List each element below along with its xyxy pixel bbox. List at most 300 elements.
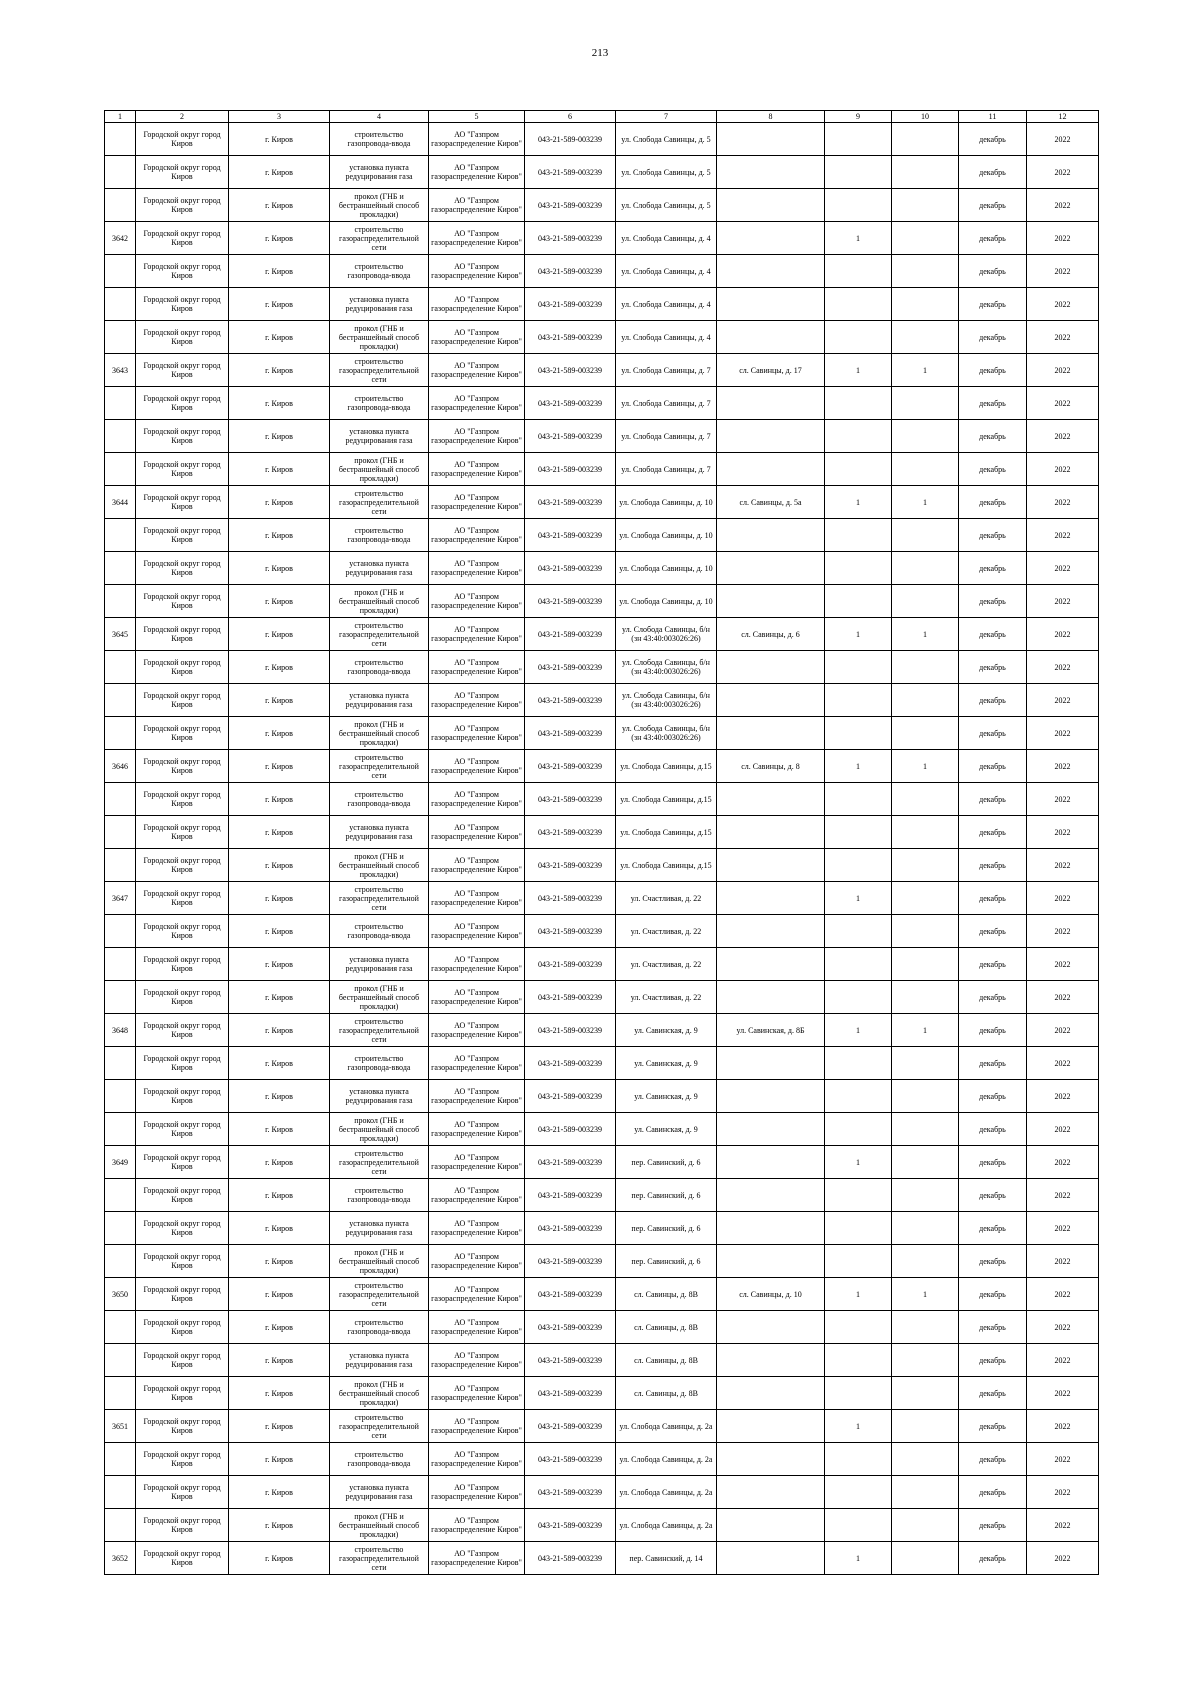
cell-work-type: прокол (ГНБ и бестраншейный способ прокладки) xyxy=(330,585,429,618)
cell-work-type: строительство газораспределительной сети xyxy=(330,1542,429,1575)
cell-count-a: 1 xyxy=(825,354,892,387)
cell-organization: АО "Газпром газораспределение Киров" xyxy=(429,519,525,552)
table-row xyxy=(105,1080,1099,1113)
cell-number: 3646 xyxy=(105,750,136,783)
cell-address: ул. Счастливая, д. 22 xyxy=(616,882,717,915)
cell-year: 2022 xyxy=(1027,1245,1099,1278)
cell-settlement: г. Киров xyxy=(229,1278,330,1311)
cell-address: ул. Слобода Савинцы, д. 4 xyxy=(616,222,717,255)
cell-settlement: г. Киров xyxy=(229,420,330,453)
cell-number: 3649 xyxy=(105,1146,136,1179)
cell-count-a xyxy=(825,651,892,684)
cell-municipality: Городской округ город Киров xyxy=(136,750,229,783)
cell-month: декабрь xyxy=(959,420,1027,453)
cell-address-alt xyxy=(717,1212,825,1245)
table-row xyxy=(105,189,1099,222)
cell-month: декабрь xyxy=(959,1344,1027,1377)
cell-count-b xyxy=(892,948,959,981)
cell-address-alt xyxy=(717,915,825,948)
cell-organization: АО "Газпром газораспределение Киров" xyxy=(429,1344,525,1377)
cell-number xyxy=(105,1080,136,1113)
cell-count-b xyxy=(892,915,959,948)
table-row xyxy=(105,1146,1099,1179)
cell-address: ул. Слобода Савинцы, д. 5 xyxy=(616,156,717,189)
cell-code: 043-21-589-003239 xyxy=(525,1047,616,1080)
cell-address: ул. Слобода Савинцы, д. 5 xyxy=(616,189,717,222)
cell-address: ул. Слобода Савинцы, д.15 xyxy=(616,816,717,849)
cell-month: декабрь xyxy=(959,783,1027,816)
cell-address: ул. Слобода Савинцы, д. 2а xyxy=(616,1476,717,1509)
cell-address: сл. Савинцы, д. 8В xyxy=(616,1311,717,1344)
cell-address-alt xyxy=(717,1080,825,1113)
table-row xyxy=(105,552,1099,585)
cell-organization: АО "Газпром газораспределение Киров" xyxy=(429,1509,525,1542)
cell-municipality: Городской округ город Киров xyxy=(136,1278,229,1311)
cell-organization: АО "Газпром газораспределение Киров" xyxy=(429,1245,525,1278)
cell-address-alt: сл. Савинцы, д. 6 xyxy=(717,618,825,651)
cell-organization: АО "Газпром газораспределение Киров" xyxy=(429,1047,525,1080)
cell-count-a xyxy=(825,1047,892,1080)
cell-year: 2022 xyxy=(1027,1311,1099,1344)
cell-address: ул. Счастливая, д. 22 xyxy=(616,981,717,1014)
cell-organization: АО "Газпром газораспределение Киров" xyxy=(429,1311,525,1344)
cell-count-b xyxy=(892,123,959,156)
cell-work-type: прокол (ГНБ и бестраншейный способ прокладки) xyxy=(330,1245,429,1278)
cell-year: 2022 xyxy=(1027,882,1099,915)
cell-number xyxy=(105,1179,136,1212)
cell-month: декабрь xyxy=(959,816,1027,849)
cell-month: декабрь xyxy=(959,156,1027,189)
cell-settlement: г. Киров xyxy=(229,288,330,321)
cell-number xyxy=(105,1443,136,1476)
cell-count-a xyxy=(825,189,892,222)
cell-count-a xyxy=(825,1344,892,1377)
table-row xyxy=(105,1410,1099,1443)
cell-count-a: 1 xyxy=(825,1278,892,1311)
cell-work-type: строительство газопровода-ввода xyxy=(330,123,429,156)
cell-municipality: Городской округ город Киров xyxy=(136,1443,229,1476)
cell-month: декабрь xyxy=(959,1080,1027,1113)
table-row xyxy=(105,1047,1099,1080)
cell-month: декабрь xyxy=(959,915,1027,948)
cell-organization: АО "Газпром газораспределение Киров" xyxy=(429,948,525,981)
cell-count-a: 1 xyxy=(825,1410,892,1443)
cell-municipality: Городской округ город Киров xyxy=(136,618,229,651)
cell-address: ул. Слобода Савинцы, б/н (зн 43:40:003026:26) xyxy=(616,684,717,717)
cell-count-b: 1 xyxy=(892,618,959,651)
column-header: 8 xyxy=(717,111,825,123)
cell-municipality: Городской округ город Киров xyxy=(136,453,229,486)
cell-municipality: Городской округ город Киров xyxy=(136,783,229,816)
cell-number xyxy=(105,321,136,354)
cell-settlement: г. Киров xyxy=(229,849,330,882)
cell-count-b xyxy=(892,981,959,1014)
cell-settlement: г. Киров xyxy=(229,519,330,552)
cell-year: 2022 xyxy=(1027,453,1099,486)
cell-address: пер. Савинский, д. 6 xyxy=(616,1212,717,1245)
cell-municipality: Городской округ город Киров xyxy=(136,981,229,1014)
cell-code: 043-21-589-003239 xyxy=(525,552,616,585)
cell-number xyxy=(105,1245,136,1278)
cell-municipality: Городской округ город Киров xyxy=(136,255,229,288)
cell-municipality: Городской округ город Киров xyxy=(136,882,229,915)
cell-address-alt xyxy=(717,288,825,321)
cell-year: 2022 xyxy=(1027,1377,1099,1410)
cell-work-type: прокол (ГНБ и бестраншейный способ прокладки) xyxy=(330,981,429,1014)
cell-number xyxy=(105,981,136,1014)
cell-address: ул. Слобода Савинцы, б/н (зн 43:40:003026:26) xyxy=(616,651,717,684)
cell-code: 043-21-589-003239 xyxy=(525,1179,616,1212)
table-row xyxy=(105,1377,1099,1410)
cell-organization: АО "Газпром газораспределение Киров" xyxy=(429,1542,525,1575)
cell-address-alt xyxy=(717,816,825,849)
cell-work-type: строительство газопровода-ввода xyxy=(330,255,429,288)
cell-settlement: г. Киров xyxy=(229,1410,330,1443)
cell-number xyxy=(105,783,136,816)
cell-year: 2022 xyxy=(1027,684,1099,717)
cell-count-a xyxy=(825,1212,892,1245)
cell-count-b xyxy=(892,519,959,552)
cell-municipality: Городской округ город Киров xyxy=(136,651,229,684)
cell-month: декабрь xyxy=(959,486,1027,519)
cell-code: 043-21-589-003239 xyxy=(525,1278,616,1311)
cell-settlement: г. Киров xyxy=(229,321,330,354)
cell-year: 2022 xyxy=(1027,222,1099,255)
cell-number: 3650 xyxy=(105,1278,136,1311)
cell-number xyxy=(105,552,136,585)
cell-municipality: Городской округ город Киров xyxy=(136,222,229,255)
cell-organization: АО "Газпром газораспределение Киров" xyxy=(429,486,525,519)
cell-code: 043-21-589-003239 xyxy=(525,816,616,849)
cell-work-type: строительство газораспределительной сети xyxy=(330,882,429,915)
cell-organization: АО "Газпром газораспределение Киров" xyxy=(429,1212,525,1245)
cell-number xyxy=(105,684,136,717)
cell-code: 043-21-589-003239 xyxy=(525,519,616,552)
cell-code: 043-21-589-003239 xyxy=(525,288,616,321)
cell-municipality: Городской округ город Киров xyxy=(136,915,229,948)
cell-settlement: г. Киров xyxy=(229,783,330,816)
table-row xyxy=(105,882,1099,915)
cell-organization: АО "Газпром газораспределение Киров" xyxy=(429,123,525,156)
cell-count-b xyxy=(892,717,959,750)
cell-organization: АО "Газпром газораспределение Киров" xyxy=(429,354,525,387)
cell-count-b xyxy=(892,222,959,255)
cell-organization: АО "Газпром газораспределение Киров" xyxy=(429,1113,525,1146)
cell-year: 2022 xyxy=(1027,387,1099,420)
cell-number xyxy=(105,1377,136,1410)
cell-number xyxy=(105,156,136,189)
cell-count-a: 1 xyxy=(825,882,892,915)
cell-organization: АО "Газпром газораспределение Киров" xyxy=(429,1014,525,1047)
cell-year: 2022 xyxy=(1027,189,1099,222)
cell-address-alt xyxy=(717,1410,825,1443)
cell-number xyxy=(105,420,136,453)
cell-code: 043-21-589-003239 xyxy=(525,1014,616,1047)
cell-code: 043-21-589-003239 xyxy=(525,783,616,816)
cell-number: 3648 xyxy=(105,1014,136,1047)
cell-code: 043-21-589-003239 xyxy=(525,981,616,1014)
cell-address-alt xyxy=(717,981,825,1014)
cell-count-b xyxy=(892,651,959,684)
cell-organization: АО "Газпром газораспределение Киров" xyxy=(429,618,525,651)
cell-organization: АО "Газпром газораспределение Киров" xyxy=(429,1443,525,1476)
cell-code: 043-21-589-003239 xyxy=(525,1212,616,1245)
cell-count-a xyxy=(825,255,892,288)
cell-address: ул. Слобода Савинцы, д. 7 xyxy=(616,420,717,453)
cell-count-b xyxy=(892,1344,959,1377)
column-header: 3 xyxy=(229,111,330,123)
cell-month: декабрь xyxy=(959,1311,1027,1344)
cell-work-type: строительство газораспределительной сети xyxy=(330,222,429,255)
cell-work-type: установка пункта редуцирования газа xyxy=(330,948,429,981)
cell-organization: АО "Газпром газораспределение Киров" xyxy=(429,981,525,1014)
cell-number: 3647 xyxy=(105,882,136,915)
cell-organization: АО "Газпром газораспределение Киров" xyxy=(429,255,525,288)
table-row xyxy=(105,585,1099,618)
cell-code: 043-21-589-003239 xyxy=(525,1311,616,1344)
cell-number xyxy=(105,585,136,618)
cell-municipality: Городской округ город Киров xyxy=(136,519,229,552)
cell-address-alt xyxy=(717,189,825,222)
cell-address-alt xyxy=(717,1476,825,1509)
cell-settlement: г. Киров xyxy=(229,255,330,288)
cell-year: 2022 xyxy=(1027,354,1099,387)
cell-number xyxy=(105,519,136,552)
cell-month: декабрь xyxy=(959,1377,1027,1410)
cell-address: ул. Счастливая, д. 22 xyxy=(616,948,717,981)
cell-address: пер. Савинский, д. 6 xyxy=(616,1146,717,1179)
cell-number xyxy=(105,255,136,288)
cell-count-b xyxy=(892,882,959,915)
cell-address: ул. Слобода Савинцы, д. 4 xyxy=(616,255,717,288)
cell-address-alt xyxy=(717,1509,825,1542)
cell-address: ул. Слобода Савинцы, д. 10 xyxy=(616,552,717,585)
cell-count-b xyxy=(892,849,959,882)
cell-count-b xyxy=(892,387,959,420)
cell-settlement: г. Киров xyxy=(229,750,330,783)
cell-settlement: г. Киров xyxy=(229,1344,330,1377)
cell-settlement: г. Киров xyxy=(229,585,330,618)
cell-address-alt xyxy=(717,1443,825,1476)
cell-address-alt xyxy=(717,387,825,420)
cell-code: 043-21-589-003239 xyxy=(525,651,616,684)
cell-year: 2022 xyxy=(1027,321,1099,354)
cell-address-alt xyxy=(717,1377,825,1410)
column-header: 4 xyxy=(330,111,429,123)
cell-address-alt xyxy=(717,1047,825,1080)
cell-work-type: установка пункта редуцирования газа xyxy=(330,1476,429,1509)
cell-address-alt xyxy=(717,651,825,684)
cell-municipality: Городской округ город Киров xyxy=(136,1047,229,1080)
cell-number xyxy=(105,1113,136,1146)
cell-address: ул. Слобода Савинцы, б/н (зн 43:40:003026:26) xyxy=(616,717,717,750)
cell-month: декабрь xyxy=(959,849,1027,882)
cell-month: декабрь xyxy=(959,552,1027,585)
cell-address: ул. Савинская, д. 9 xyxy=(616,1047,717,1080)
cell-year: 2022 xyxy=(1027,519,1099,552)
cell-address-alt xyxy=(717,882,825,915)
cell-count-b xyxy=(892,1212,959,1245)
cell-year: 2022 xyxy=(1027,123,1099,156)
cell-address-alt xyxy=(717,1146,825,1179)
cell-month: декабрь xyxy=(959,354,1027,387)
cell-work-type: прокол (ГНБ и бестраншейный способ прокладки) xyxy=(330,1113,429,1146)
table-row xyxy=(105,1212,1099,1245)
cell-settlement: г. Киров xyxy=(229,981,330,1014)
cell-number xyxy=(105,1212,136,1245)
cell-number xyxy=(105,453,136,486)
cell-address-alt xyxy=(717,1542,825,1575)
cell-settlement: г. Киров xyxy=(229,1146,330,1179)
cell-address: ул. Счастливая, д. 22 xyxy=(616,915,717,948)
cell-address-alt: сл. Савинцы, д. 5а xyxy=(717,486,825,519)
cell-code: 043-21-589-003239 xyxy=(525,1410,616,1443)
cell-address-alt xyxy=(717,156,825,189)
table-row xyxy=(105,915,1099,948)
cell-settlement: г. Киров xyxy=(229,882,330,915)
cell-month: декабрь xyxy=(959,1146,1027,1179)
cell-number xyxy=(105,288,136,321)
cell-organization: АО "Газпром газораспределение Киров" xyxy=(429,552,525,585)
cell-organization: АО "Газпром газораспределение Киров" xyxy=(429,387,525,420)
cell-year: 2022 xyxy=(1027,1443,1099,1476)
register-table xyxy=(104,110,1099,1575)
cell-count-a: 1 xyxy=(825,222,892,255)
cell-count-b: 1 xyxy=(892,1278,959,1311)
cell-number: 3651 xyxy=(105,1410,136,1443)
cell-code: 043-21-589-003239 xyxy=(525,882,616,915)
cell-year: 2022 xyxy=(1027,618,1099,651)
cell-settlement: г. Киров xyxy=(229,1113,330,1146)
cell-organization: АО "Газпром газораспределение Киров" xyxy=(429,882,525,915)
cell-organization: АО "Газпром газораспределение Киров" xyxy=(429,453,525,486)
cell-work-type: строительство газораспределительной сети xyxy=(330,1014,429,1047)
cell-count-b xyxy=(892,189,959,222)
cell-municipality: Городской округ город Киров xyxy=(136,1410,229,1443)
cell-work-type: строительство газопровода-ввода xyxy=(330,1443,429,1476)
cell-count-a xyxy=(825,123,892,156)
cell-month: декабрь xyxy=(959,255,1027,288)
cell-count-b xyxy=(892,1476,959,1509)
cell-count-b xyxy=(892,1179,959,1212)
cell-count-b: 1 xyxy=(892,354,959,387)
cell-month: декабрь xyxy=(959,321,1027,354)
cell-count-a xyxy=(825,1179,892,1212)
cell-count-b xyxy=(892,288,959,321)
cell-count-a xyxy=(825,717,892,750)
cell-count-b xyxy=(892,1245,959,1278)
cell-settlement: г. Киров xyxy=(229,189,330,222)
cell-settlement: г. Киров xyxy=(229,717,330,750)
cell-year: 2022 xyxy=(1027,585,1099,618)
cell-year: 2022 xyxy=(1027,1080,1099,1113)
cell-number xyxy=(105,915,136,948)
table-row xyxy=(105,321,1099,354)
cell-municipality: Городской округ город Киров xyxy=(136,717,229,750)
column-header: 7 xyxy=(616,111,717,123)
cell-code: 043-21-589-003239 xyxy=(525,618,616,651)
cell-settlement: г. Киров xyxy=(229,222,330,255)
column-header: 6 xyxy=(525,111,616,123)
cell-work-type: установка пункта редуцирования газа xyxy=(330,288,429,321)
cell-work-type: установка пункта редуцирования газа xyxy=(330,816,429,849)
column-header: 2 xyxy=(136,111,229,123)
cell-organization: АО "Газпром газораспределение Киров" xyxy=(429,717,525,750)
cell-code: 043-21-589-003239 xyxy=(525,189,616,222)
cell-organization: АО "Газпром газораспределение Киров" xyxy=(429,684,525,717)
cell-number xyxy=(105,387,136,420)
cell-address-alt: сл. Савинцы, д. 8 xyxy=(717,750,825,783)
cell-number xyxy=(105,1047,136,1080)
column-header: 1 xyxy=(105,111,136,123)
cell-municipality: Городской округ город Киров xyxy=(136,321,229,354)
table-row xyxy=(105,783,1099,816)
cell-year: 2022 xyxy=(1027,816,1099,849)
cell-number xyxy=(105,717,136,750)
cell-address-alt: ул. Савинская, д. 8Б xyxy=(717,1014,825,1047)
cell-count-a xyxy=(825,156,892,189)
cell-count-a xyxy=(825,1080,892,1113)
cell-code: 043-21-589-003239 xyxy=(525,420,616,453)
cell-month: декабрь xyxy=(959,288,1027,321)
cell-code: 043-21-589-003239 xyxy=(525,1443,616,1476)
cell-count-b xyxy=(892,1047,959,1080)
cell-count-b xyxy=(892,1443,959,1476)
cell-count-b xyxy=(892,1377,959,1410)
cell-count-a xyxy=(825,948,892,981)
table-row xyxy=(105,1278,1099,1311)
cell-year: 2022 xyxy=(1027,156,1099,189)
cell-settlement: г. Киров xyxy=(229,948,330,981)
cell-code: 043-21-589-003239 xyxy=(525,915,616,948)
cell-count-b xyxy=(892,552,959,585)
cell-settlement: г. Киров xyxy=(229,651,330,684)
cell-municipality: Городской округ город Киров xyxy=(136,1146,229,1179)
cell-municipality: Городской округ город Киров xyxy=(136,123,229,156)
cell-settlement: г. Киров xyxy=(229,156,330,189)
column-header: 5 xyxy=(429,111,525,123)
table-row xyxy=(105,288,1099,321)
table-row xyxy=(105,156,1099,189)
cell-address: сл. Савинцы, д. 8В xyxy=(616,1278,717,1311)
cell-settlement: г. Киров xyxy=(229,1014,330,1047)
cell-address-alt xyxy=(717,684,825,717)
cell-month: декабрь xyxy=(959,717,1027,750)
cell-count-a xyxy=(825,1245,892,1278)
cell-month: декабрь xyxy=(959,1476,1027,1509)
cell-settlement: г. Киров xyxy=(229,1542,330,1575)
cell-address-alt xyxy=(717,849,825,882)
cell-settlement: г. Киров xyxy=(229,1311,330,1344)
cell-organization: АО "Газпром газораспределение Киров" xyxy=(429,1146,525,1179)
cell-number xyxy=(105,189,136,222)
cell-code: 043-21-589-003239 xyxy=(525,453,616,486)
cell-municipality: Городской округ город Киров xyxy=(136,288,229,321)
cell-month: декабрь xyxy=(959,453,1027,486)
cell-organization: АО "Газпром газораспределение Киров" xyxy=(429,1179,525,1212)
cell-address: ул. Слобода Савинцы, д.15 xyxy=(616,750,717,783)
cell-count-a xyxy=(825,915,892,948)
cell-address-alt xyxy=(717,948,825,981)
cell-year: 2022 xyxy=(1027,1509,1099,1542)
cell-count-a xyxy=(825,849,892,882)
cell-address: ул. Слобода Савинцы, д. 4 xyxy=(616,288,717,321)
cell-count-a xyxy=(825,387,892,420)
cell-count-a: 1 xyxy=(825,750,892,783)
cell-work-type: установка пункта редуцирования газа xyxy=(330,156,429,189)
cell-number xyxy=(105,948,136,981)
cell-address-alt xyxy=(717,585,825,618)
